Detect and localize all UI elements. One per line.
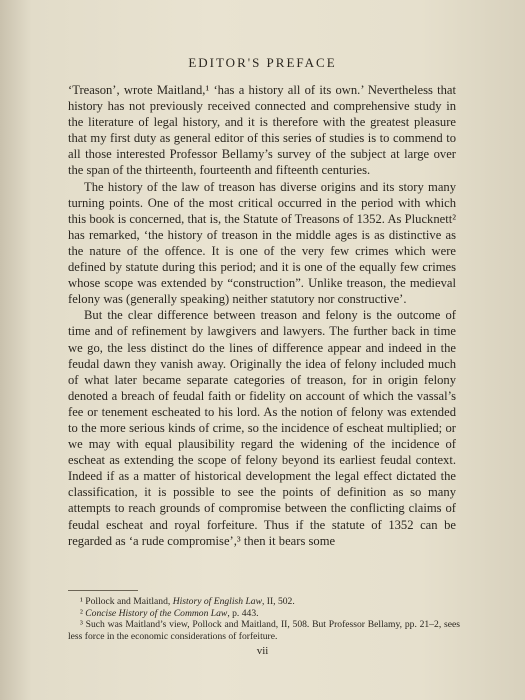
footnote-rule bbox=[68, 590, 138, 591]
footnote-1 bbox=[68, 596, 460, 608]
footnote-1-cite: , II, 502. bbox=[261, 596, 295, 607]
footnote-1-title: History of English Law bbox=[172, 596, 262, 607]
footnotes bbox=[68, 596, 460, 642]
running-header: EDITOR'S PREFACE bbox=[188, 55, 337, 70]
footnote-2-cite: , p. 443. bbox=[227, 607, 259, 619]
paragraph-2: The history of the law of treason has diverse origins and its story many turning points. One of the most critical occurred in the period with which this book is concerned, that is, the Statute of Treasons of 1352. As Plucknett² has remarked, ‘the history of treason in the middle ages is as distinctive as the nature of the offence. It is one of the very few crimes which were defined by statute during this period; and it is one of the equally few crimes whose scope was extended by “construction”. Unlike treason, the medieval felony was (generally speaking) neither statutory nor constructive’. bbox=[68, 179, 456, 307]
footnote-3 bbox=[68, 619, 460, 642]
footnote-2-text: ² bbox=[80, 607, 86, 619]
footnote-2 bbox=[68, 608, 460, 620]
footnote-2-title: Concise History of the Common Law bbox=[85, 607, 228, 619]
paragraph-1: ‘Treason’, wrote Maitland,¹ ‘has a history all of its own.’ Nevertheless that history has not previously received connected and comprehensive study in the literature of legal history, and it is therefore with the greatest pleasure that my first duty as general editor of this series of studies is to commend to all those interested Professor Bellamy’s survey of the subject at large over the span of the thirteenth, fourteenth and fifteenth centuries. bbox=[68, 83, 456, 178]
paragraph-3: But the clear difference between treason and felony is the outcome of time and of refinement by lawgivers and lawyers. The further back in time we go, the less distinct do the lines of difference appear and indeed in the feudal dawn they vanish away. Originally the idea of felony included much of what later became separate categories of treason, for in origin felony denoted a breach of feudal faith or fidelity on account of which the vassal’s fee or tenement escheated to his lord. As the notion of felony was extended to the more serious kinds of crime, so the incidence of escheat multiplied; or we may with equal plausibility regard the widening of the incidence of escheat as extending the scope of felony beyond its earliest feudal context. Indeed if as a matter of historical development the legal effect dictated the classification, it is possible to see the points of definition as so many attempts to reach grounds of compromise between the conflicting claims of feudal escheat and royal forfeiture. Thus if the statute of 1352 can be regarded as ‘a rude compromise’,³ then it bears some bbox=[68, 308, 456, 548]
footnote-1-text: ¹ Pollock and Maitland, bbox=[80, 596, 173, 607]
page-number: vii bbox=[256, 645, 269, 657]
footnote-3-text: ³ Such was Maitland’s view, Pollock and Maitland, II, 508. But Professor Bellamy, pp. 21–2, sees less force in the economic considerations of forfeiture. bbox=[68, 619, 460, 642]
body-text bbox=[68, 82, 456, 549]
